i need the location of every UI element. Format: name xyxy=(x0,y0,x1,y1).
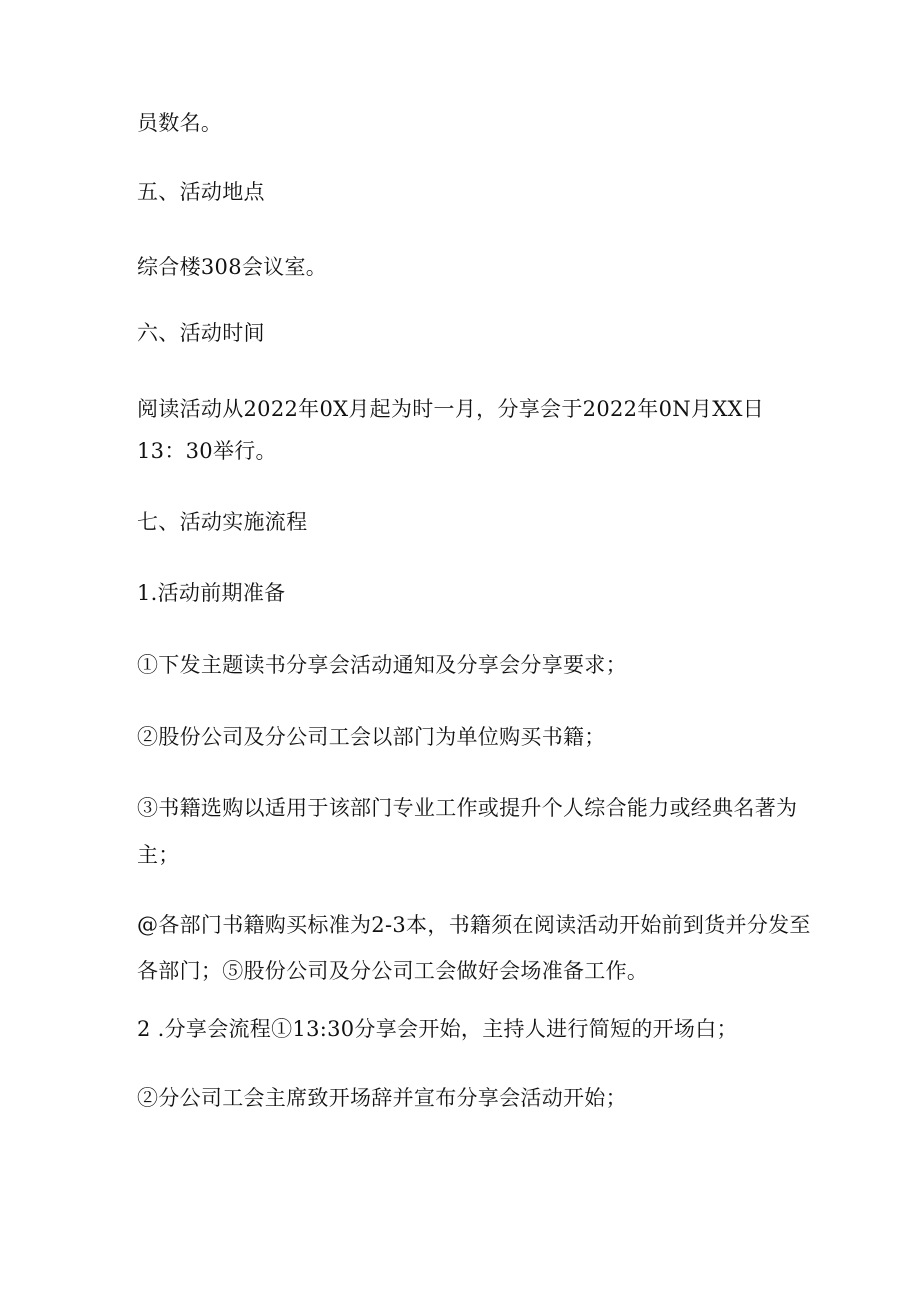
list-item-continuation: 各部门；⑤股份公司及分公司工会做好会场准备工作。 xyxy=(137,959,649,983)
paragraph-line: 员数名。 xyxy=(137,111,223,135)
subsection-heading-meeting-flow: 2 .分享会流程①13:30分享会开始，主持人进行简短的开场白； xyxy=(137,1017,738,1041)
list-item: ②分公司工会主席致开场辞并宣布分享会活动开始； xyxy=(137,1086,627,1110)
subsection-heading-preparation: 1.活动前期准备 xyxy=(137,581,286,605)
list-item: ②股份公司及分公司工会以部门为单位购买书籍； xyxy=(137,725,606,749)
section-heading-location: 五、活动地点 xyxy=(137,180,265,204)
paragraph-line: 阅读活动从2022年0X月起为时一月，分享会于2022年0N月XX日 xyxy=(137,397,765,421)
paragraph-line: 综合楼308会议室。 xyxy=(137,255,328,279)
section-heading-process: 七、活动实施流程 xyxy=(137,510,308,534)
list-item: ①下发主题读书分享会活动通知及分享会分享要求； xyxy=(137,653,627,677)
list-item: @各部门书籍购买标准为2-3本，书籍须在阅读活动开始前到货并分发至 xyxy=(137,913,811,937)
list-item-continuation: 主； xyxy=(137,843,180,867)
paragraph-line: 13：30举行。 xyxy=(137,439,277,463)
section-heading-time: 六、活动时间 xyxy=(137,321,265,345)
list-item: ③书籍选购以适用于该部门专业工作或提升个人综合能力或经典名著为 xyxy=(137,796,798,820)
